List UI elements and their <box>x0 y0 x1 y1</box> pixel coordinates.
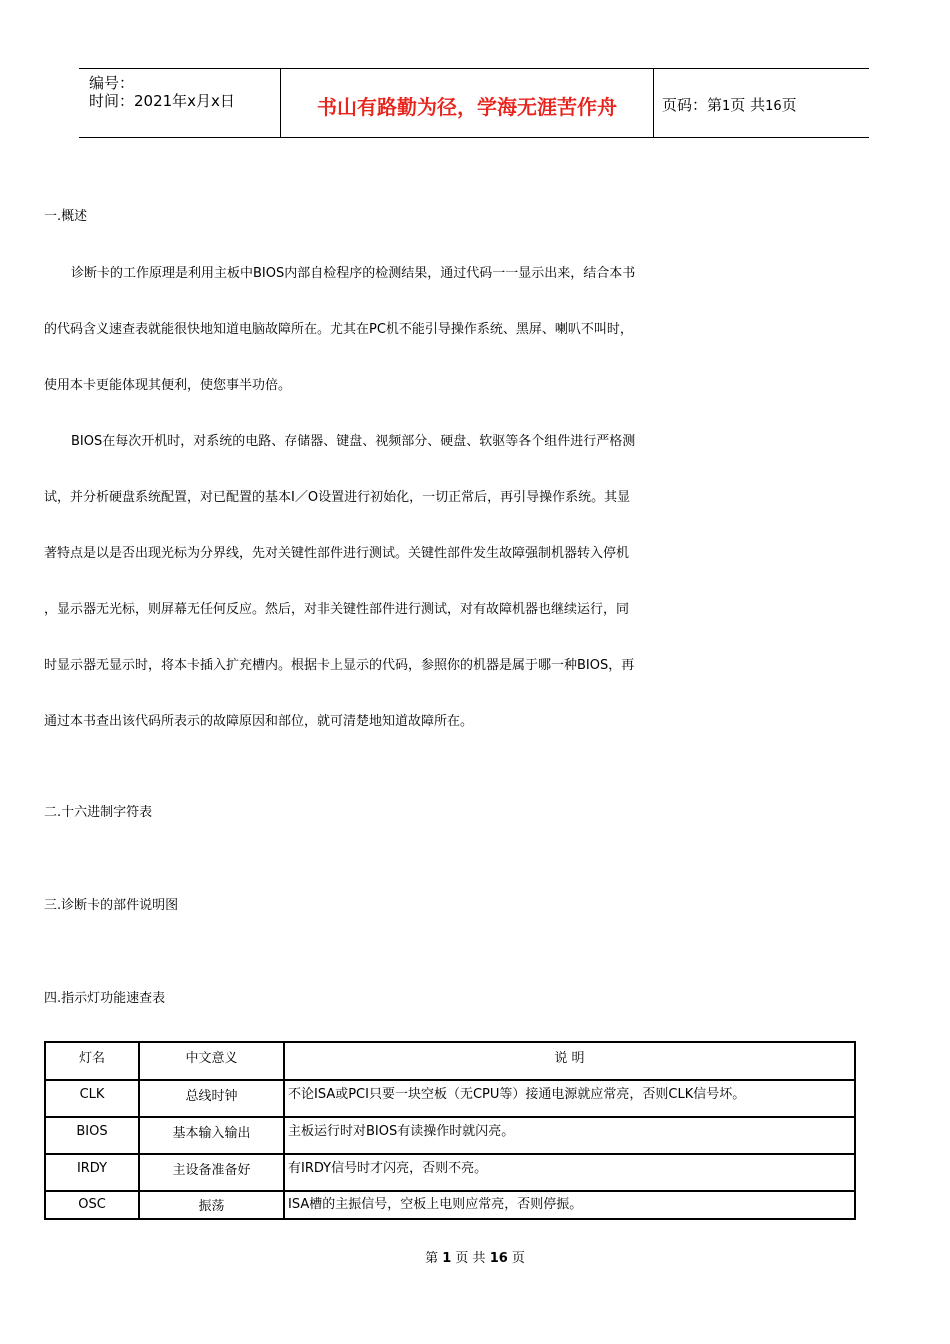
footer-page-number: 第 1 页 共 16 页 <box>425 1251 525 1266</box>
table-row <box>46 1155 854 1192</box>
paragraph-line: 的代码含义速查表就能很快地知道电脑故障所在。尤其在PC机不能引导操作系统、黑屏、喇叭不叫时， <box>44 322 633 337</box>
section-heading-overview: 一.概述 <box>44 209 88 224</box>
cell-meaning: 振荡 <box>140 1192 285 1218</box>
header-page-number: 页码：第1页 共16页 <box>662 96 797 114</box>
header-cell-light-name: 灯名 <box>46 1043 140 1079</box>
section-heading-card-parts: 三.诊断卡的部件说明图 <box>44 898 179 913</box>
header-info-cell <box>79 69 281 137</box>
cell-light-name: IRDY <box>46 1155 140 1190</box>
section-heading-indicator-table: 四.指示灯功能速查表 <box>44 991 166 1006</box>
table-header-row <box>46 1043 854 1081</box>
cell-description: 主板运行时对BIOS有读操作时就闪亮。 <box>288 1124 515 1139</box>
paragraph-line: BIOS在每次开机时，对系统的电路、存储器、键盘、视频部分、硬盘、软驱等各个组件进行严格测 <box>71 434 636 449</box>
paragraph-line: 时显示器无显示时，将本卡插入扩充槽内。根据卡上显示的代码，参照你的机器是属于哪一种BIOS，再 <box>44 658 635 673</box>
header-page-cell <box>654 69 869 137</box>
section-heading-hex-table: 二.十六进制字符表 <box>44 805 153 820</box>
number-label: 编号： <box>89 74 135 92</box>
cell-light-name: CLK <box>46 1081 140 1116</box>
cell-description: 有IRDY信号时才闪亮，否则不亮。 <box>288 1161 488 1176</box>
cell-description: 不论ISA或PCI只要一块空板（无CPU等）接通电源就应常亮，否则CLK信号坏。 <box>288 1087 746 1102</box>
paragraph-line: 使用本卡更能体现其便利，使您事半功倍。 <box>44 378 292 393</box>
cell-meaning: 总线时钟 <box>140 1081 285 1116</box>
table-row <box>46 1081 854 1118</box>
header-cell-meaning: 中文意义 <box>140 1043 285 1079</box>
paragraph-line: 通过本书查出该代码所表示的故障原因和部位，就可清楚地知道故障所在。 <box>44 714 474 729</box>
paragraph-line: ，显示器无光标，则屏幕无任何反应。然后，对非关键性部件进行测试，对有故障机器也继续运行，同 <box>44 602 630 617</box>
paragraph-line: 试，并分析硬盘系统配置，对已配置的基本I／O设置进行初始化，一切正常后，再引导操作系统。其显 <box>44 490 631 505</box>
cell-meaning: 主设备准备好 <box>140 1155 285 1190</box>
header-cell-description: 说 明 <box>554 1051 585 1066</box>
indicator-table <box>44 1041 856 1220</box>
cell-meaning: 基本输入输出 <box>140 1118 285 1153</box>
paragraph-line: 著特点是以是否出现光标为分界线，先对关键性部件进行测试。关键性部件发生故障强制机器转入停机 <box>44 546 630 561</box>
table-row <box>46 1192 854 1218</box>
paragraph-line: 诊断卡的工作原理是利用主板中BIOS内部自检程序的检测结果，通过代码一一显示出来，结合本书 <box>71 266 636 281</box>
document-header <box>79 68 869 138</box>
header-motto-cell <box>281 69 654 137</box>
cell-description: ISA槽的主振信号，空板上电则应常亮，否则停振。 <box>288 1197 583 1212</box>
table-row <box>46 1118 854 1155</box>
time-label: 时间：2021年x月x日 <box>89 92 235 110</box>
cell-light-name: BIOS <box>46 1118 140 1153</box>
motto: 书山有路勤为径，学海无涯苦作舟 <box>317 95 617 119</box>
cell-light-name: OSC <box>46 1192 140 1218</box>
